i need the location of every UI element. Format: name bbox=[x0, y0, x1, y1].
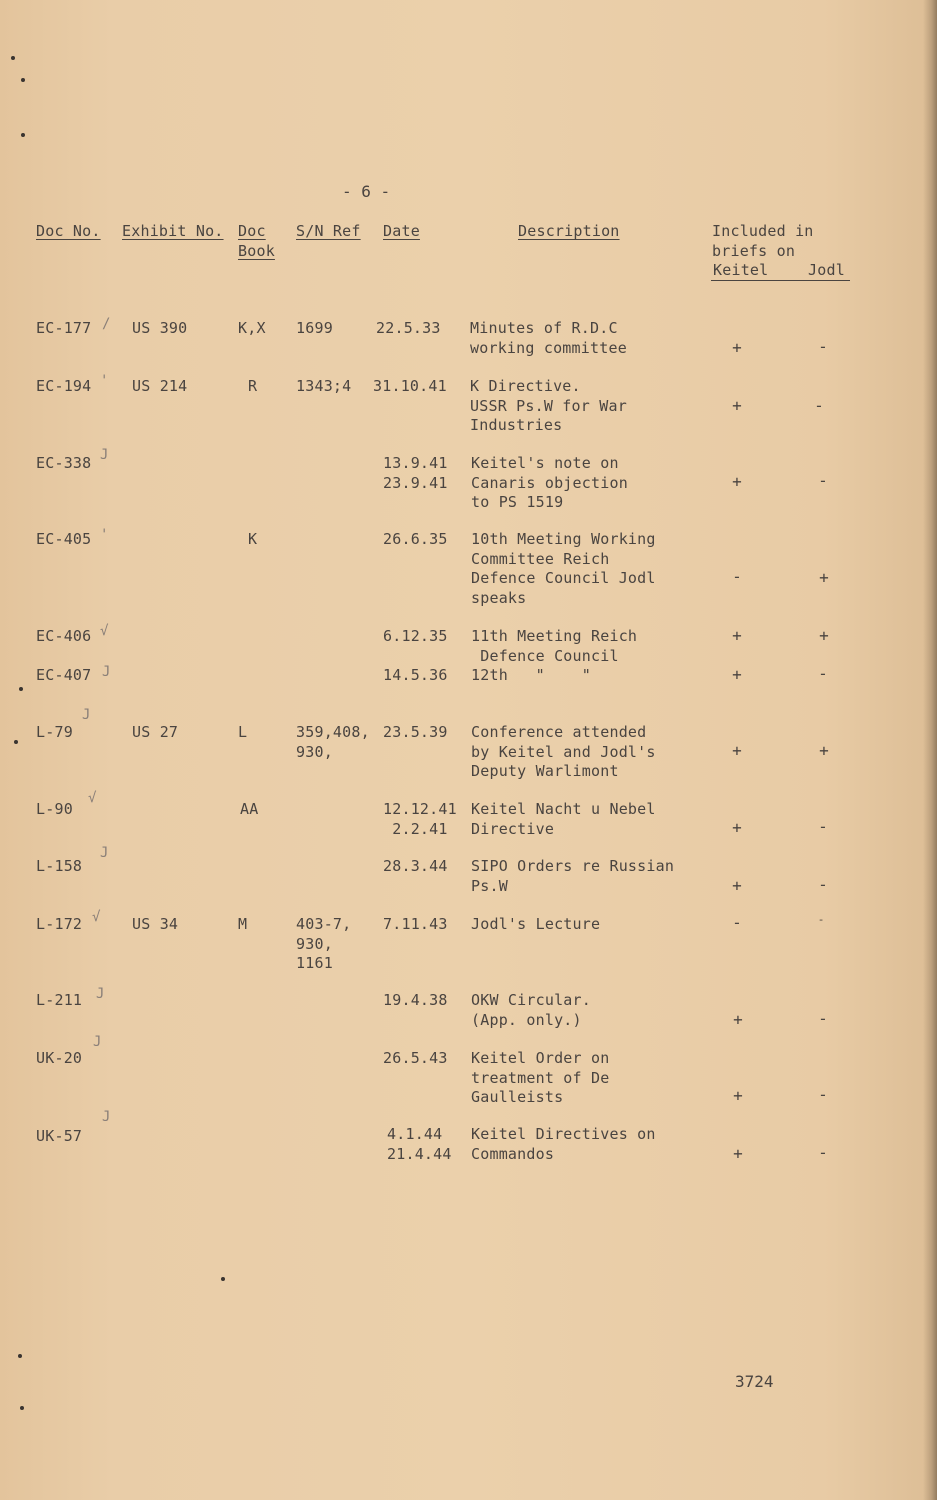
cell-desc: 10th Meeting Working Committee Reich Defence Council Jodl speaks bbox=[471, 530, 656, 607]
cell-jodl: - bbox=[818, 817, 828, 836]
cell-doc: EC-406 bbox=[36, 627, 92, 645]
cell-doc: EC-405 bbox=[36, 530, 92, 548]
cell-doc: UK-57 bbox=[36, 1127, 83, 1145]
header-jodl: Jodl bbox=[808, 261, 845, 279]
cell-desc: Keitel's note on Canaris objection to PS 1519 bbox=[471, 454, 628, 511]
cell-date: 26.6.35 bbox=[383, 530, 448, 548]
header-doc-book: Doc Book bbox=[238, 222, 275, 260]
check-mark-icon: J bbox=[102, 1109, 111, 1125]
punch-dot bbox=[21, 78, 25, 82]
header-sn-ref: S/N Ref bbox=[296, 222, 361, 240]
punch-dot bbox=[11, 56, 15, 60]
check-mark-icon: √ bbox=[100, 623, 109, 639]
page-number: - 6 - bbox=[342, 182, 391, 201]
cell-date: 31.10.41 bbox=[373, 377, 447, 395]
cell-desc: Conference attended by Keitel and Jodl's Deputy Warlimont bbox=[471, 723, 656, 780]
check-mark-icon: √ bbox=[92, 909, 101, 925]
cell-book: K,X bbox=[238, 319, 266, 337]
cell-exhibit: US 34 bbox=[132, 915, 179, 933]
cell-date: 22.5.33 bbox=[376, 319, 441, 337]
check-mark-icon: J bbox=[93, 1034, 102, 1050]
cell-desc: 12th " " bbox=[471, 666, 591, 684]
cell-desc: 11th Meeting Reich Defence Council bbox=[471, 627, 638, 665]
header-description: Description bbox=[518, 222, 620, 240]
header-underline bbox=[711, 280, 850, 281]
cell-date: 6.12.35 bbox=[383, 627, 448, 645]
cell-desc: Keitel Order on treatment of De Gaulleists bbox=[471, 1049, 610, 1106]
cell-exhibit: US 27 bbox=[132, 723, 179, 741]
cell-keitel: + bbox=[732, 626, 742, 645]
cell-doc: L-158 bbox=[36, 857, 83, 875]
cell-book: R bbox=[248, 377, 258, 395]
cell-keitel: - bbox=[732, 913, 742, 932]
cell-desc: Jodl's Lecture bbox=[471, 915, 601, 933]
cell-sn: 359,408, 930, bbox=[296, 723, 370, 761]
cell-jodl: - bbox=[818, 1009, 828, 1028]
cell-jodl: - bbox=[818, 471, 828, 490]
cell-keitel: + bbox=[733, 1144, 743, 1163]
header-keitel: Keitel bbox=[713, 261, 769, 279]
cell-doc: EC-194 bbox=[36, 377, 92, 395]
cell-keitel: + bbox=[733, 1010, 743, 1029]
cell-doc: L-90 bbox=[36, 800, 73, 818]
cell-sn: 1699 bbox=[296, 319, 333, 337]
cell-date: 23.5.39 bbox=[383, 723, 448, 741]
cell-desc: Keitel Directives on Commandos bbox=[471, 1125, 656, 1163]
cell-sn: 1343;4 bbox=[296, 377, 352, 395]
cell-exhibit: US 390 bbox=[132, 319, 188, 337]
cell-jodl: + bbox=[819, 568, 829, 587]
check-mark-icon: J bbox=[100, 845, 109, 861]
cell-doc: L-211 bbox=[36, 991, 83, 1009]
punch-dot bbox=[20, 1406, 24, 1410]
check-mark-icon: J bbox=[96, 986, 105, 1002]
check-mark-icon: √ bbox=[88, 790, 97, 806]
cell-keitel: + bbox=[732, 472, 742, 491]
cell-desc: SIPO Orders re Russian Ps.W bbox=[471, 857, 675, 895]
cell-keitel: + bbox=[733, 1086, 743, 1105]
cell-book: K bbox=[248, 530, 258, 548]
cell-keitel: + bbox=[732, 396, 742, 415]
check-mark-icon: J bbox=[82, 707, 91, 723]
cell-keitel: + bbox=[732, 338, 742, 357]
header-doc-no: Doc No. bbox=[36, 222, 101, 240]
cell-date: 4.1.44 21.4.44 bbox=[387, 1125, 452, 1163]
cell-keitel: - bbox=[732, 567, 742, 586]
cell-date: 7.11.43 bbox=[383, 915, 448, 933]
check-mark-icon: ' bbox=[100, 527, 109, 543]
cell-date: 28.3.44 bbox=[383, 857, 448, 875]
cell-keitel: + bbox=[732, 876, 742, 895]
cell-desc: OKW Circular. (App. only.) bbox=[471, 991, 591, 1029]
cell-desc: Keitel Nacht u Nebel Directive bbox=[471, 800, 656, 838]
cell-jodl: - bbox=[814, 396, 824, 415]
header-included: Included in briefs on bbox=[712, 222, 814, 260]
cell-jodl: + bbox=[819, 741, 829, 760]
cell-desc: Minutes of R.D.C working committee bbox=[470, 319, 627, 357]
cell-doc: L-172 bbox=[36, 915, 83, 933]
cell-date: 19.4.38 bbox=[383, 991, 448, 1009]
cell-jodl: - bbox=[818, 1143, 828, 1162]
punch-dot bbox=[14, 740, 18, 744]
punch-dot bbox=[21, 133, 25, 137]
cell-date: 12.12.41 2.2.41 bbox=[383, 800, 457, 838]
cell-book: AA bbox=[240, 800, 259, 818]
cell-doc: EC-338 bbox=[36, 454, 92, 472]
cell-doc: EC-177 bbox=[36, 319, 92, 337]
cell-date: 13.9.41 23.9.41 bbox=[383, 454, 448, 492]
cell-exhibit: US 214 bbox=[132, 377, 188, 395]
header-date: Date bbox=[383, 222, 420, 240]
cell-book: M bbox=[238, 915, 248, 933]
cell-keitel: + bbox=[732, 741, 742, 760]
cell-book: L bbox=[238, 723, 248, 741]
cell-keitel: + bbox=[732, 665, 742, 684]
check-mark-icon: J bbox=[100, 447, 109, 463]
cell-doc: L-79 bbox=[36, 723, 73, 741]
cell-desc: K Directive. USSR Ps.W for War Industries bbox=[470, 377, 627, 434]
cell-jodl: - bbox=[818, 875, 828, 894]
cell-keitel: + bbox=[732, 818, 742, 837]
cell-doc: UK-20 bbox=[36, 1049, 83, 1067]
check-mark-icon: ' bbox=[100, 373, 109, 389]
archive-page-number: 3724 bbox=[735, 1372, 774, 1391]
cell-jodl: - bbox=[817, 913, 825, 926]
cell-jodl: - bbox=[818, 1085, 828, 1104]
cell-jodl: - bbox=[818, 664, 828, 683]
page-edge-shadow bbox=[923, 0, 937, 1500]
punch-dot bbox=[18, 1354, 22, 1358]
punch-dot bbox=[19, 687, 23, 691]
cell-jodl: - bbox=[818, 337, 828, 356]
check-mark-icon: J bbox=[102, 664, 111, 680]
check-mark-icon: / bbox=[102, 316, 111, 332]
cell-jodl: + bbox=[819, 626, 829, 645]
cell-date: 14.5.36 bbox=[383, 666, 448, 684]
header-exhibit-no: Exhibit No. bbox=[122, 222, 224, 240]
punch-dot bbox=[221, 1277, 225, 1281]
cell-doc: EC-407 bbox=[36, 666, 92, 684]
cell-sn: 403-7, 930, 1161 bbox=[296, 915, 352, 972]
cell-date: 26.5.43 bbox=[383, 1049, 448, 1067]
